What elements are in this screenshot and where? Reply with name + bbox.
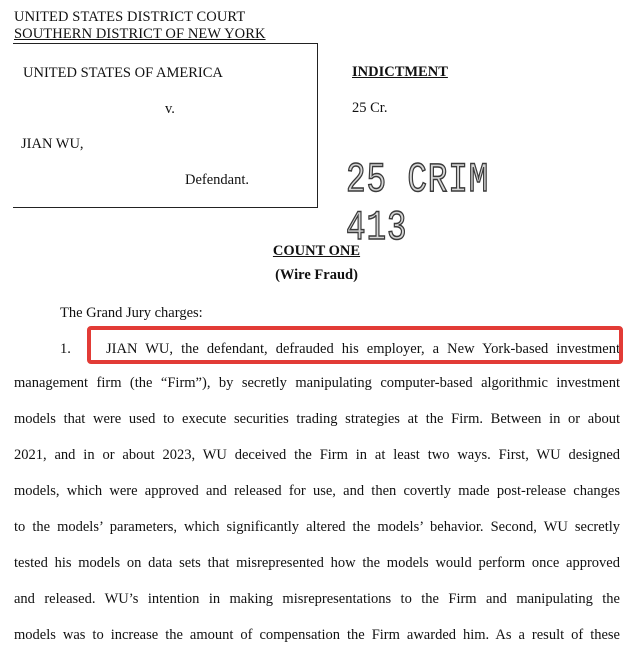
paragraph-line: management firm (the “Firm”), by secretly manipulating computer-based algorithmic investment	[14, 375, 620, 391]
paragraph-number: 1.	[60, 341, 71, 357]
plaintiff-name: UNITED STATES OF AMERICA	[23, 65, 223, 81]
docket-stamp: 25 CRIM 413	[346, 156, 490, 252]
document-type: INDICTMENT	[352, 64, 448, 80]
defendant-name: JIAN WU,	[21, 136, 84, 152]
paragraph-line: to the models’ parameters, which significantly altered the models’ behavior. Second, WU secretly	[14, 519, 620, 535]
count-subtitle: (Wire Fraud)	[275, 267, 358, 283]
versus-label: v.	[165, 101, 175, 117]
paragraph-line: models that were used to execute securities trading strategies at the Firm. Between in or about	[14, 411, 620, 427]
paragraph-line: models, which were approved and released for use, and then covertly made post-release changes	[14, 483, 620, 499]
court-name	[14, 9, 266, 43]
paragraph-line: 2021, and in or about 2023, WU deceived the Firm in at least two ways. First, WU designed	[14, 447, 620, 463]
paragraph-line: models was to increase the amount of compensation the Firm awarded him. As a result of these	[14, 627, 620, 643]
court-line-2: SOUTHERN DISTRICT OF NEW YORK	[14, 26, 266, 42]
grand-jury-intro: The Grand Jury charges:	[60, 305, 203, 321]
highlight-box	[87, 326, 623, 364]
count-title: COUNT ONE	[272, 243, 361, 259]
court-line-1: UNITED STATES DISTRICT COURT	[14, 9, 246, 25]
defendant-label: Defendant.	[185, 172, 250, 188]
paragraph-line: JIAN WU, the defendant, defrauded his employer, a New York-based investment	[106, 341, 620, 357]
paragraph-line: tested his models on data sets that misrepresented how the models would perform once approved	[14, 555, 620, 571]
paragraph-line: and released. WU’s intention in making misrepresentations to the Firm and manipulating the	[14, 591, 620, 607]
docket-prefix: 25 Cr.	[352, 100, 388, 116]
case-caption-box	[13, 43, 318, 208]
